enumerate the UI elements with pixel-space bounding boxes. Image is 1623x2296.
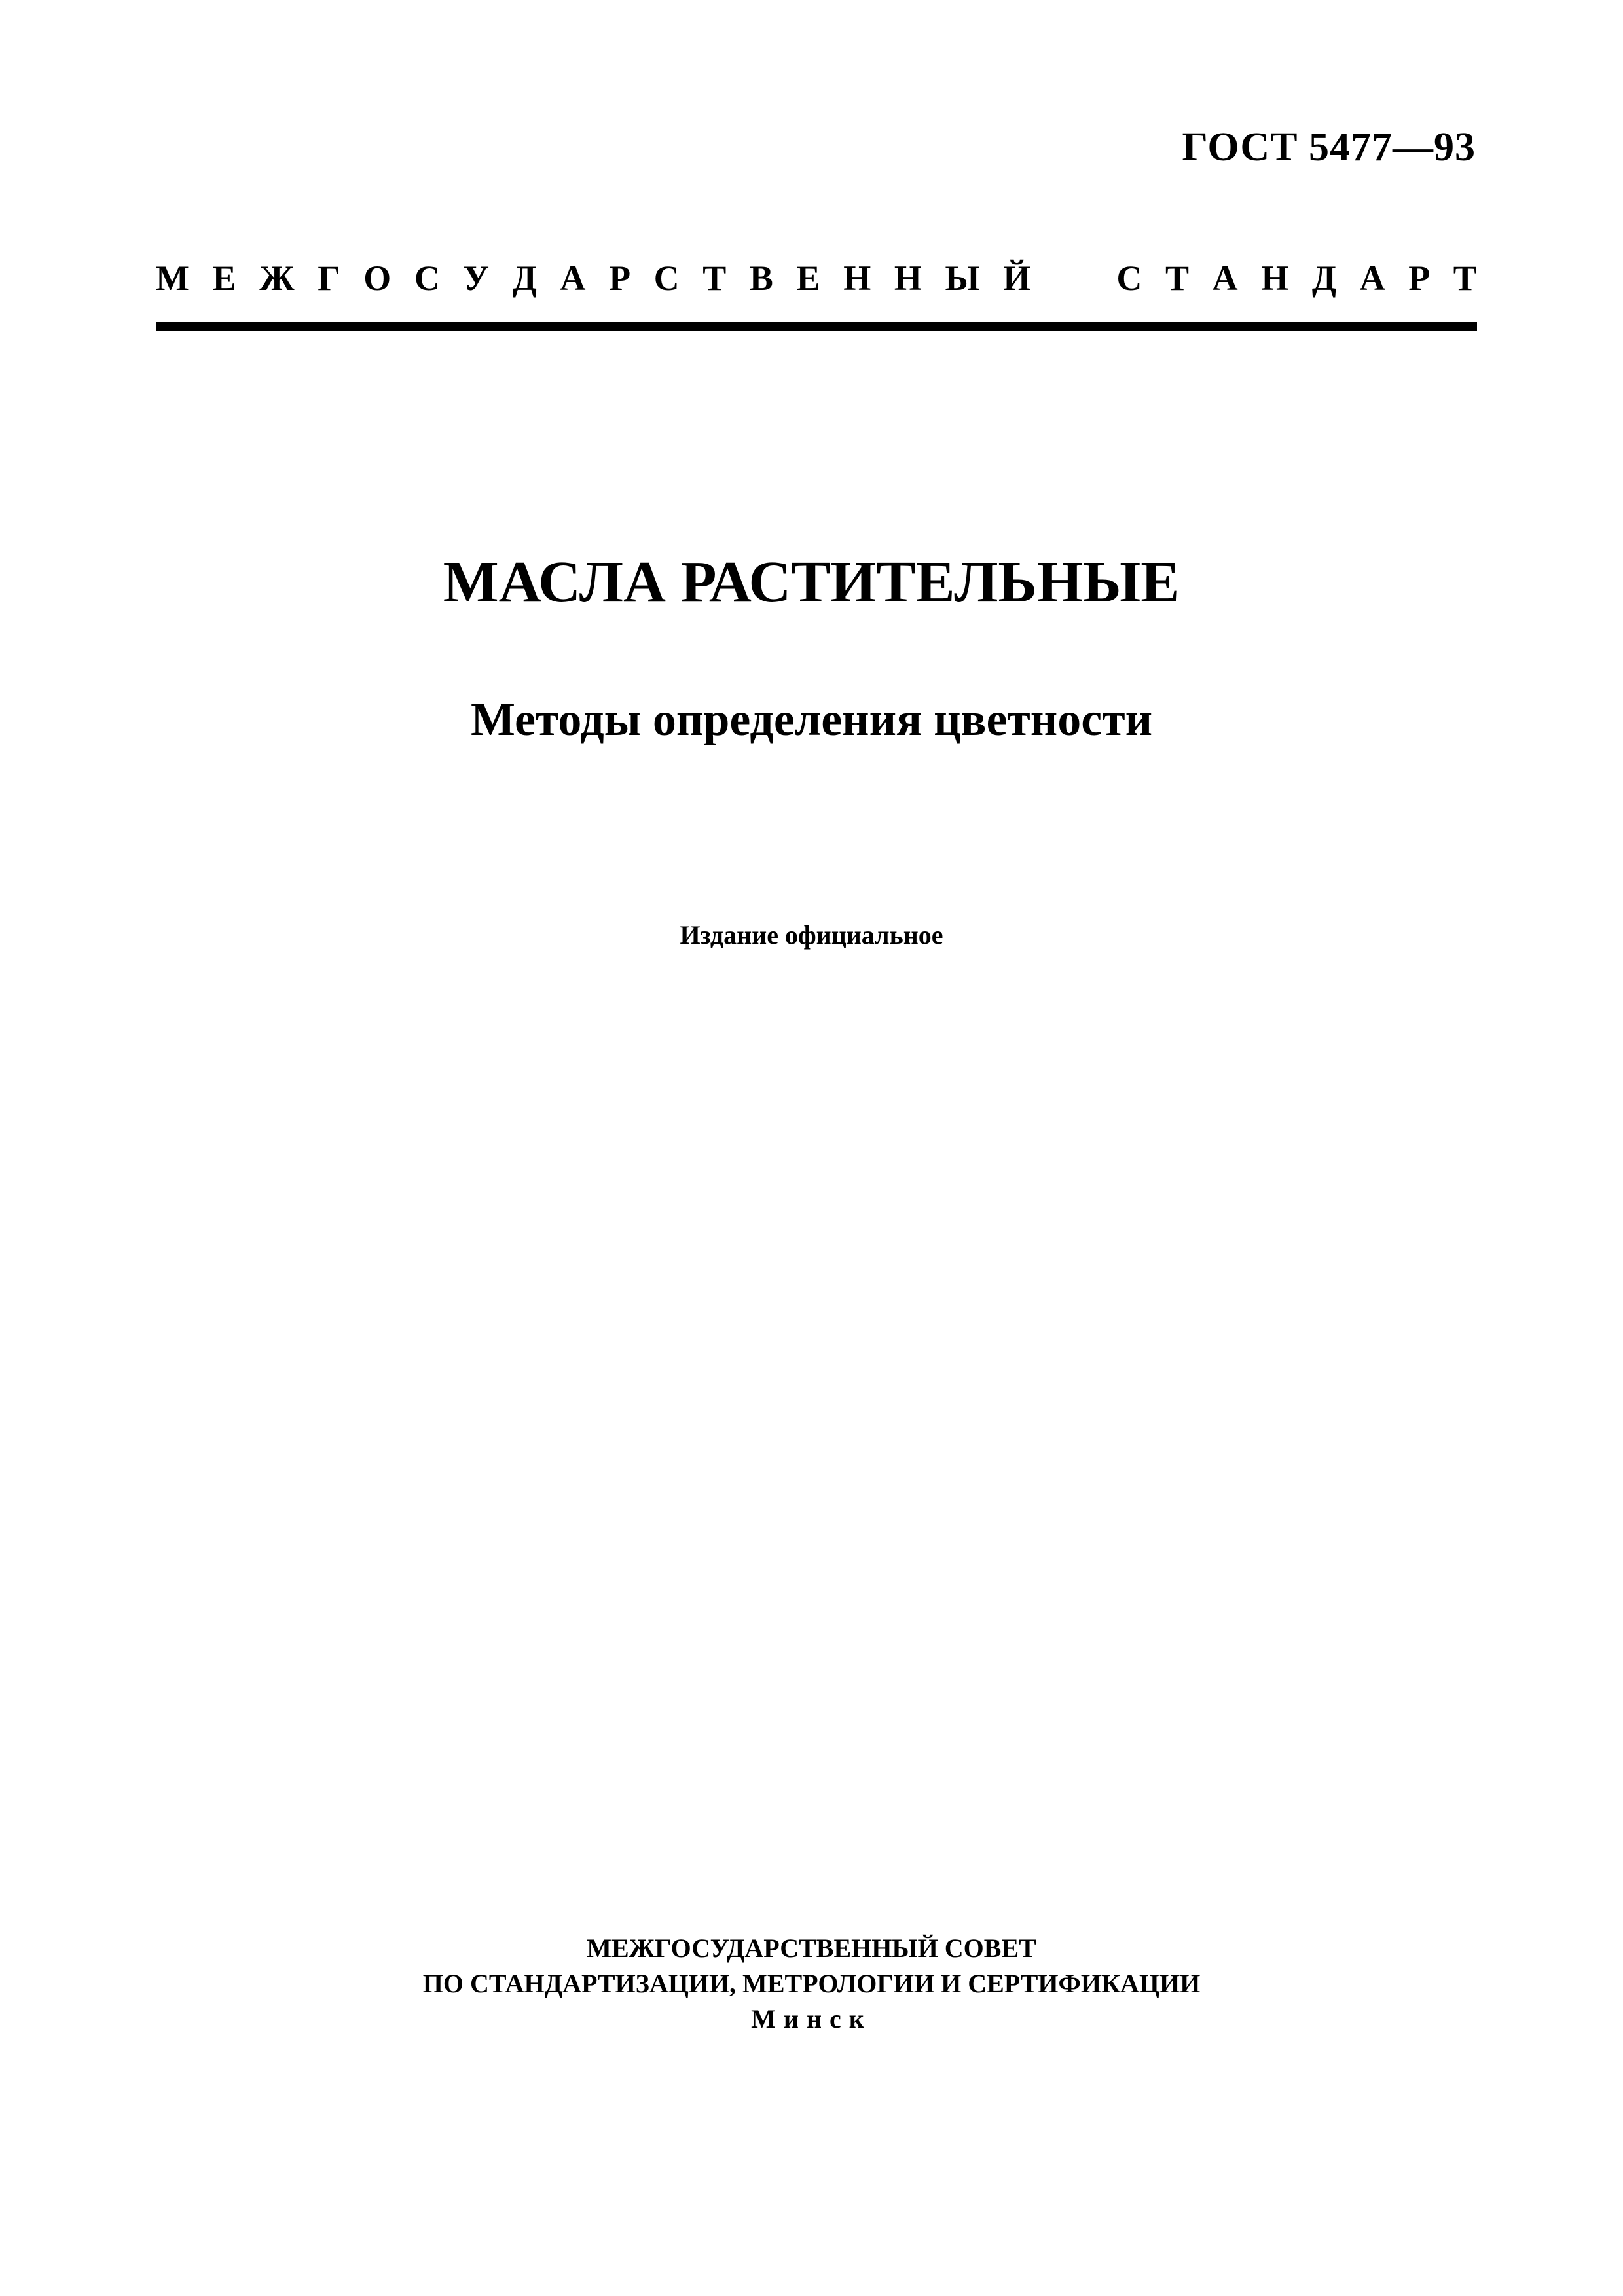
- publisher-line-1: МЕЖГОСУДАРСТВЕННЫЙ СОВЕТ: [587, 1933, 1036, 1963]
- publisher-city: Минск: [751, 2004, 872, 2034]
- header-letter: Д: [512, 259, 537, 298]
- header-letter: В: [749, 259, 773, 298]
- header-letter: А: [1359, 259, 1385, 298]
- document-title: МАСЛА РАСТИТЕЛЬНЫЕ: [443, 550, 1180, 615]
- header-letter: М: [156, 259, 189, 298]
- header-letter: У: [463, 259, 490, 298]
- header-letter: Ы: [945, 259, 980, 298]
- header-letter: Г: [318, 259, 340, 298]
- header-letter: Н: [843, 259, 871, 298]
- header-letter: А: [560, 259, 586, 298]
- header-letter: Т: [702, 259, 727, 298]
- document-code: ГОСТ 5477—93: [1182, 125, 1476, 170]
- publisher-block: [0, 1931, 1623, 2037]
- header-letter: Т: [1165, 259, 1189, 298]
- edition-label: Издание официальное: [680, 920, 943, 950]
- header-letter: Н: [894, 259, 922, 298]
- header-letter: Ж: [259, 259, 295, 298]
- standard-header: [156, 260, 1477, 329]
- header-letter: Е: [796, 259, 820, 298]
- header-rule: [156, 322, 1477, 331]
- header-letter: Д: [1311, 259, 1336, 298]
- header-letter: Т: [1453, 259, 1477, 298]
- header-letter: Н: [1261, 259, 1289, 298]
- header-letter: С: [1116, 259, 1142, 298]
- header-letter: Е: [212, 259, 236, 298]
- header-letter: Р: [1408, 259, 1431, 298]
- header-letter: А: [1212, 259, 1238, 298]
- publisher-line-2: ПО СТАНДАРТИЗАЦИИ, МЕТРОЛОГИИ И СЕРТИФИКАЦИИ: [422, 1969, 1201, 1998]
- header-letter: Й: [1003, 259, 1031, 298]
- standard-header-text: [156, 260, 1477, 296]
- header-letter: О: [363, 259, 392, 298]
- header-word-gap: [1054, 260, 1093, 296]
- header-letter: Р: [609, 259, 631, 298]
- header-letter: С: [653, 259, 680, 298]
- document-subtitle: Методы определения цветности: [470, 693, 1153, 745]
- header-letter: С: [414, 259, 440, 298]
